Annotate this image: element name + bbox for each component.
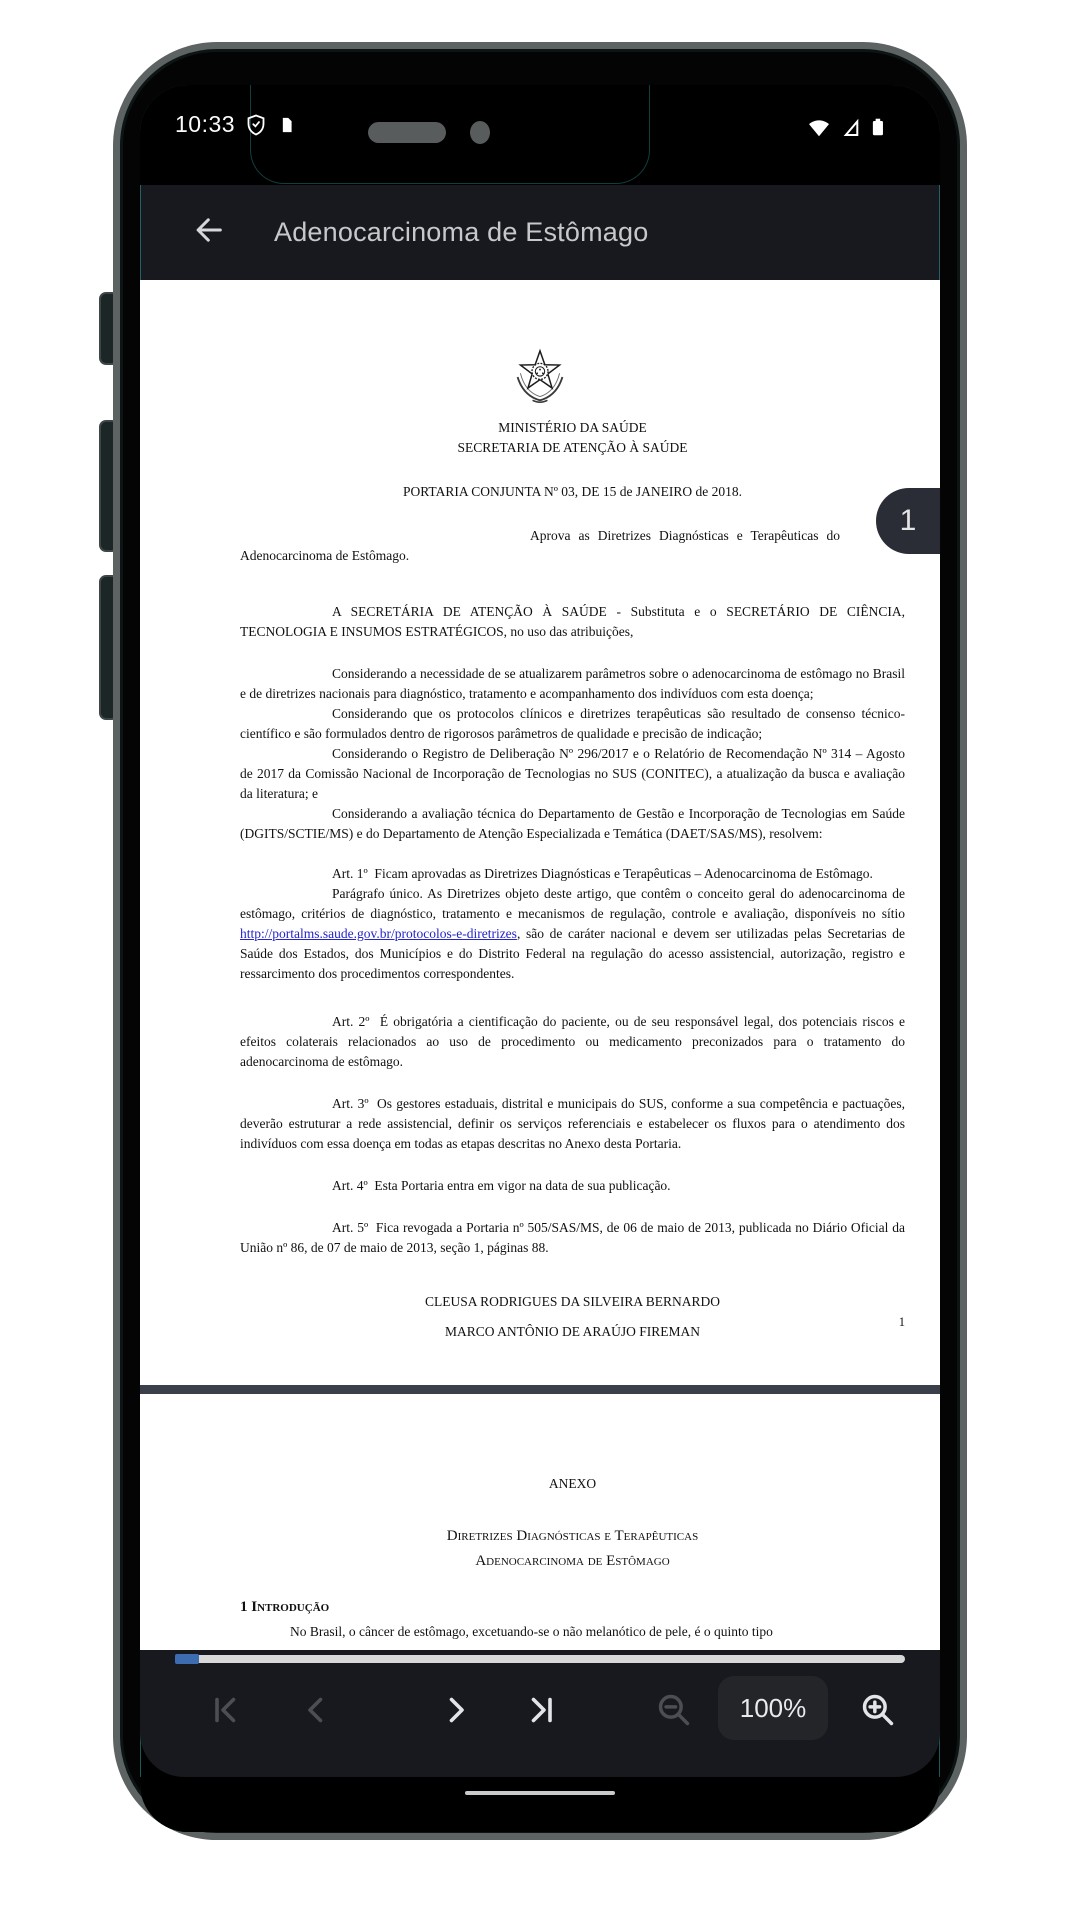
- ministry-line-2: SECRETARIA DE ATENÇÃO À SAÚDE: [457, 440, 688, 455]
- paragrafo-unico: [240, 884, 905, 984]
- brazil-coat-of-arms: [512, 346, 568, 408]
- app-bar: [140, 185, 940, 280]
- ministry-line-1: MINISTÉRIO DA SAÚDE: [498, 420, 647, 435]
- zoom-out-icon: [655, 1691, 693, 1734]
- previous-page-button[interactable]: [294, 1690, 338, 1734]
- zoom-out-button[interactable]: [652, 1690, 696, 1734]
- wifi-icon: [806, 114, 832, 140]
- battery-icon: [866, 113, 888, 140]
- pdf-page-2: [140, 1394, 940, 1650]
- status-bar: [140, 85, 940, 185]
- considerando-2: Considerando que os protocolos clínicos e diretrizes terapêuticas são resultado de consenso técnico-científico e são formulados dentro de rigorosos parâmetros de qualidade e precisão de indicação;: [240, 706, 905, 741]
- article-1: Art. 1º Ficam aprovadas as Diretrizes Diagnósticas e Terapêuticas – Adenocarcinoma de Estômago.: [332, 866, 873, 881]
- pdf-page-1: [140, 280, 940, 1385]
- viewer-toolbar: [140, 1650, 940, 1777]
- last-page-icon: [523, 1692, 559, 1733]
- sd-card-icon: [277, 113, 297, 137]
- zoom-in-button[interactable]: [856, 1690, 900, 1734]
- arrow-left-icon: [192, 213, 226, 252]
- article-3: Art. 3º Os gestores estaduais, distrital e municipais do SUS, conforme a sua competência e pactuações, deverão estruturar a rede assistencial, definir os serviços referenciais e estabelecer os fluxos para o atendimento dos indivíduos com essa doença em todas as etapas descritas no Anexo desta Portaria.: [240, 1096, 905, 1151]
- first-page-button[interactable]: [204, 1690, 248, 1734]
- zoom-in-icon: [859, 1691, 897, 1734]
- signal-icon: [837, 114, 861, 140]
- scrollbar-thumb[interactable]: [175, 1654, 199, 1664]
- signature-2: MARCO ANTÔNIO DE ARAÚJO FIREMAN: [444, 1324, 701, 1339]
- phone-screen: [140, 85, 940, 1832]
- home-indicator[interactable]: [465, 1791, 615, 1795]
- pdf-viewer[interactable]: [140, 280, 940, 1650]
- current-page-badge: 1: [876, 488, 940, 554]
- considerando-3: Considerando o Registro de Deliberação Nº 296/2017 e o Relatório de Recomendação Nº 314 – Agosto de 2017 da Comissão Nacional de Incorporação de Tecnologias no SUS (CONITEC), a atualização da busca e avaliação da literatura; e: [240, 746, 905, 801]
- protocolos-link[interactable]: http://portalms.saude.gov.br/protocolos-e-diretrizes: [240, 926, 517, 941]
- back-button[interactable]: [186, 210, 232, 256]
- page-title: Adenocarcinoma de Estômago: [274, 217, 649, 247]
- signature-1: CLEUSA RODRIGUES DA SILVEIRA BERNARDO: [424, 1294, 721, 1309]
- article-2: Art. 2º É obrigatória a cientificação do paciente, ou de seu responsável legal, dos potenciais riscos e efeitos colaterais relacionados ao uso de procedimento ou medicamento preconizados para o tratamento do adenocarcinoma de estômago.: [240, 1014, 905, 1069]
- considerando-1: Considerando a necessidade de se atualizarem parâmetros sobre o adenocarcinoma de estômago no Brasil e de diretrizes nacionais para diagnóstico, tratamento e acompanhamento dos indivíduos com esta doença;: [240, 666, 905, 701]
- anexo-subtitle-2: Adenocarcinoma de Estômago: [475, 1553, 670, 1569]
- section-1-heading: 1 Introdução: [240, 1599, 330, 1615]
- article-5: Art. 5º Fica revogada a Portaria nº 505/SAS/MS, de 06 de maio de 2013, publicada no Diário Oficial da União nº 86, de 07 de maio de 2013, seção 1, páginas 88.: [240, 1220, 905, 1255]
- portaria-title: PORTARIA CONJUNTA Nº 03, DE 15 de JANEIRO de 2018.: [402, 484, 743, 499]
- anexo-title: ANEXO: [548, 1476, 597, 1491]
- front-camera: [470, 121, 490, 144]
- previous-page-icon: [298, 1692, 334, 1733]
- first-page-icon: [208, 1692, 244, 1733]
- next-page-icon: [438, 1692, 474, 1733]
- horizontal-scrollbar[interactable]: [175, 1655, 905, 1663]
- intro-paragraph: No Brasil, o câncer de estômago, excetuando-se o não melanótico de pele, é o quinto tipo: [290, 1624, 773, 1639]
- next-page-button[interactable]: [434, 1690, 478, 1734]
- zoom-level-indicator: 100%: [718, 1676, 828, 1740]
- shield-icon: [244, 112, 268, 138]
- article-4: Art. 4º Esta Portaria entra em vigor na data de sua publicação.: [332, 1178, 671, 1193]
- page-separator: [140, 1385, 940, 1394]
- considerando-4: Considerando a avaliação técnica do Departamento de Gestão e Incorporação de Tecnologias em Saúde (DGITS/SCTIE/MS) e do Departamento de Atenção Especializada e Temática (DAET/SAS/MS), resolvem:: [240, 806, 905, 841]
- paragrafo-unico-text-before: Parágrafo único. As Diretrizes objeto deste artigo, que contêm o conceito geral do adenocarcinoma de estômago, critérios de diagnóstico, tratamento e mecanismos de regulação, controle e avaliação, disponíveis no sítio: [240, 886, 905, 921]
- speaker-grille: [368, 122, 446, 143]
- page-footer-number: 1: [898, 1315, 905, 1329]
- paragrafo-unico-text-after: , são de caráter nacional e devem ser utilizadas pelas Secretarias de Saúde dos Estados, dos Municípios e do Distrito Federal na regulação do acesso assistencial, autorização, registro e ressarcimento dos procedimentos correspondentes.: [240, 926, 905, 981]
- last-page-button[interactable]: [519, 1690, 563, 1734]
- preamble-paragraph: A SECRETÁRIA DE ATENÇÃO À SAÚDE - Substituta e o SECRETÁRIO DE CIÊNCIA, TECNOLOGIA E INSUMOS ESTRATÉGICOS, no uso das atribuições,: [240, 604, 905, 639]
- anexo-subtitle-1: Diretrizes Diagnósticas e Terapêuticas: [446, 1528, 699, 1544]
- clock: 10:33: [175, 111, 236, 137]
- gesture-nav-area: [140, 1777, 940, 1832]
- ementa-paragraph: Aprova as Diretrizes Diagnósticas e Terapêuticas do Adenocarcinoma de Estômago.: [240, 528, 840, 563]
- notch-outline: [250, 85, 650, 184]
